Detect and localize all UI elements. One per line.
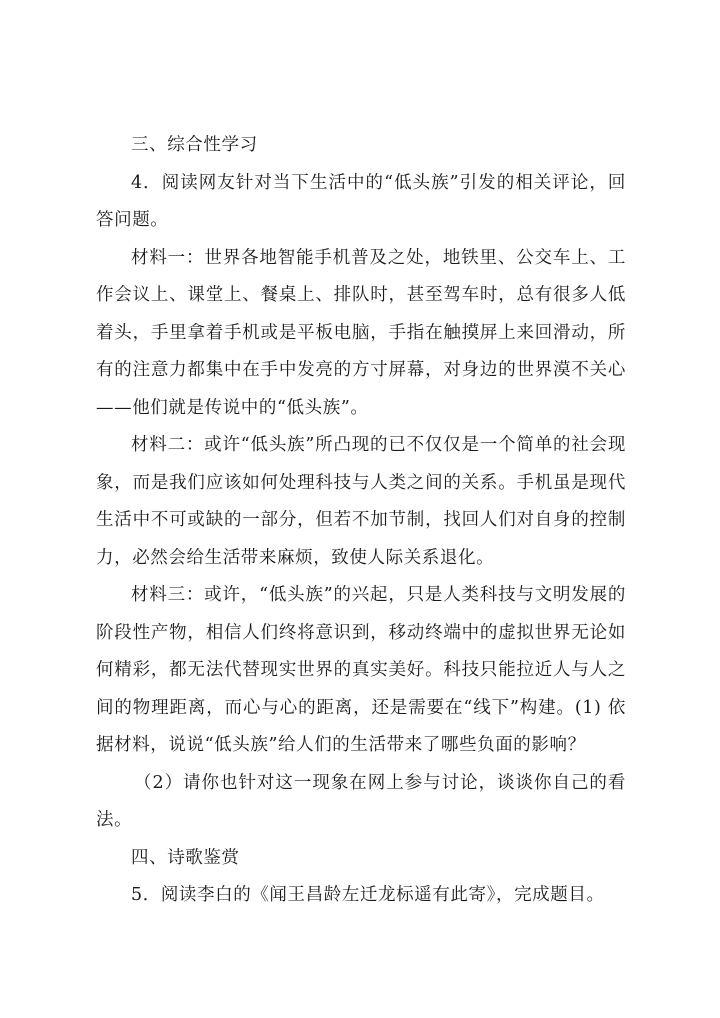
question-4-prompt: 4．阅读网友针对当下生活中的“低头族”引发的相关评论，回答问题。	[96, 172, 626, 230]
section-heading-comprehensive-study: 三、综合性学习	[131, 135, 258, 155]
material-2: 材料二：或许“低头族”所凸现的已不仅仅是一个简单的社会现象，而是我们应该如何处理科技与人类之间的关系。手机虽是现代生活中不可或缺的一部分，但若不加节制，找回人们对自身的控制力，必然会给生活带来麻烦，致使人际关系退化。	[96, 435, 626, 568]
question-5-prompt: 5．阅读李白的《闻王昌龄左迁龙标遥有此寄》，完成题目。	[131, 885, 605, 905]
question-4-part-2: （2）请你也针对这一现象在网上参与讨论，谈谈你自己的看法。	[96, 772, 626, 830]
section-heading-poetry: 四、诗歌鉴赏	[131, 847, 240, 868]
material-1: 材料一：世界各地智能手机普及之处，地铁里、公交车上、工作会议上、课堂上、餐桌上、排队时，甚至驾车时，总有很多人低着头，手里拿着手机或是平板电脑，手指在触摸屏上来回滑动，所有的注意力都集中在手中发亮的方寸屏幕，对身边的世界漠不关心——他们就是传说中的“低头族”。	[96, 247, 626, 418]
material-3: 材料三：或许，“低头族”的兴起，只是人类科技与文明发展的阶段性产物，相信人们终将意识到，移动终端中的虚拟世界无论如何精彩，都无法代替现实世界的真实美好。科技只能拉近人与人之间的物理距离，而心与心的距离，还是需要在“线下”构建。(1) 依据材料，说说“低头族”给人们的生活带来了哪些负面的影响？	[96, 585, 626, 755]
document-page	[96, 127, 626, 915]
